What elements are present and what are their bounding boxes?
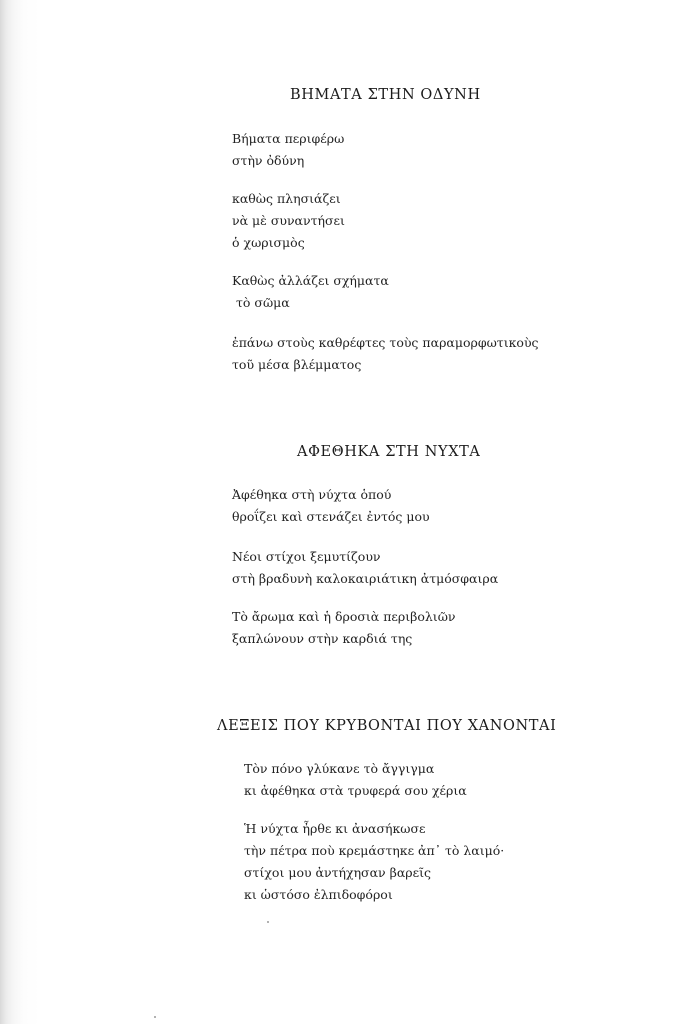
verse-line: Καθὼς ἀλλάζει σχήματα — [232, 273, 389, 288]
verse-line: καθὼς πλησιάζει — [232, 191, 341, 206]
verse-line: τοῦ μέσα βλέμματος — [232, 357, 362, 372]
poem-title: ΛΕΞΕΙΣ ΠΟΥ ΚΡΥΒΟΝΤΑΙ ΠΟΥ ΧΑΝΟΝΤΑΙ — [217, 718, 557, 734]
verse-line: τὸ σῶμα — [236, 295, 290, 310]
verse-line: κι ὡστόσο ἐλπιδοφόροι — [244, 887, 393, 902]
verse-line: κι ἀφέθηκα στὰ τρυφερά σου χέρια — [244, 783, 467, 798]
verse-line: ξαπλώνουν στὴν καρδιά της — [232, 631, 413, 646]
poem-title: ΒΗΜΑΤΑ ΣΤΗΝ ΟΔΥΝΗ — [290, 87, 481, 103]
verse-line: νὰ μὲ συναντήσει — [232, 213, 345, 228]
scan-speck — [154, 1016, 156, 1018]
verse-line: στὴ βραδυνὴ καλοκαιριάτικη ἀτμόσφαιρα — [232, 571, 499, 586]
stanza — [232, 128, 344, 172]
verse-line: Νέοι στίχοι ξεμυτίζουν — [232, 549, 381, 564]
verse-line: στὴν ὀδύνη — [232, 153, 305, 168]
stanza — [244, 818, 504, 906]
stanza — [232, 332, 539, 376]
stanza — [232, 606, 456, 650]
poem-title: ΑΦΕΘΗΚΑ ΣΤΗ ΝΥΧΤΑ — [297, 444, 481, 460]
verse-line: Ἀφέθηκα στὴ νύχτα ὁπού — [232, 487, 392, 502]
verse-line: Τὸν πόνο γλύκανε τὸ ἄγγιγμα — [244, 761, 435, 776]
stanza — [232, 270, 389, 314]
stanza — [232, 484, 430, 528]
verse-line: Βήματα περιφέρω — [232, 131, 345, 146]
stanza — [232, 188, 345, 254]
verse-line: ὁ χωρισμὸς — [232, 235, 305, 250]
stanza — [244, 758, 467, 802]
verse-line: τὴν πέτρα ποὺ κρεμάστηκε ἀπ᾽ τὸ λαιμό· — [244, 843, 505, 858]
verse-line: θροΐζει καὶ στενάζει ἐντός μου — [232, 509, 430, 524]
verse-line: ἐπάνω στοὺς καθρέφτες τοὺς παραμορφωτικοὺς — [232, 335, 539, 350]
stanza — [232, 546, 498, 590]
verse-line: Ἡ νύχτα ἦρθε κι ἀνασήκωσε — [244, 821, 426, 836]
verse-line: στίχοι μου ἀντήχησαν βαρεῖς — [244, 865, 431, 880]
scan-speck — [267, 921, 269, 923]
verse-line: Τὸ ἄρωμα καὶ ἡ δροσιὰ περιβολιῶν — [232, 609, 456, 624]
